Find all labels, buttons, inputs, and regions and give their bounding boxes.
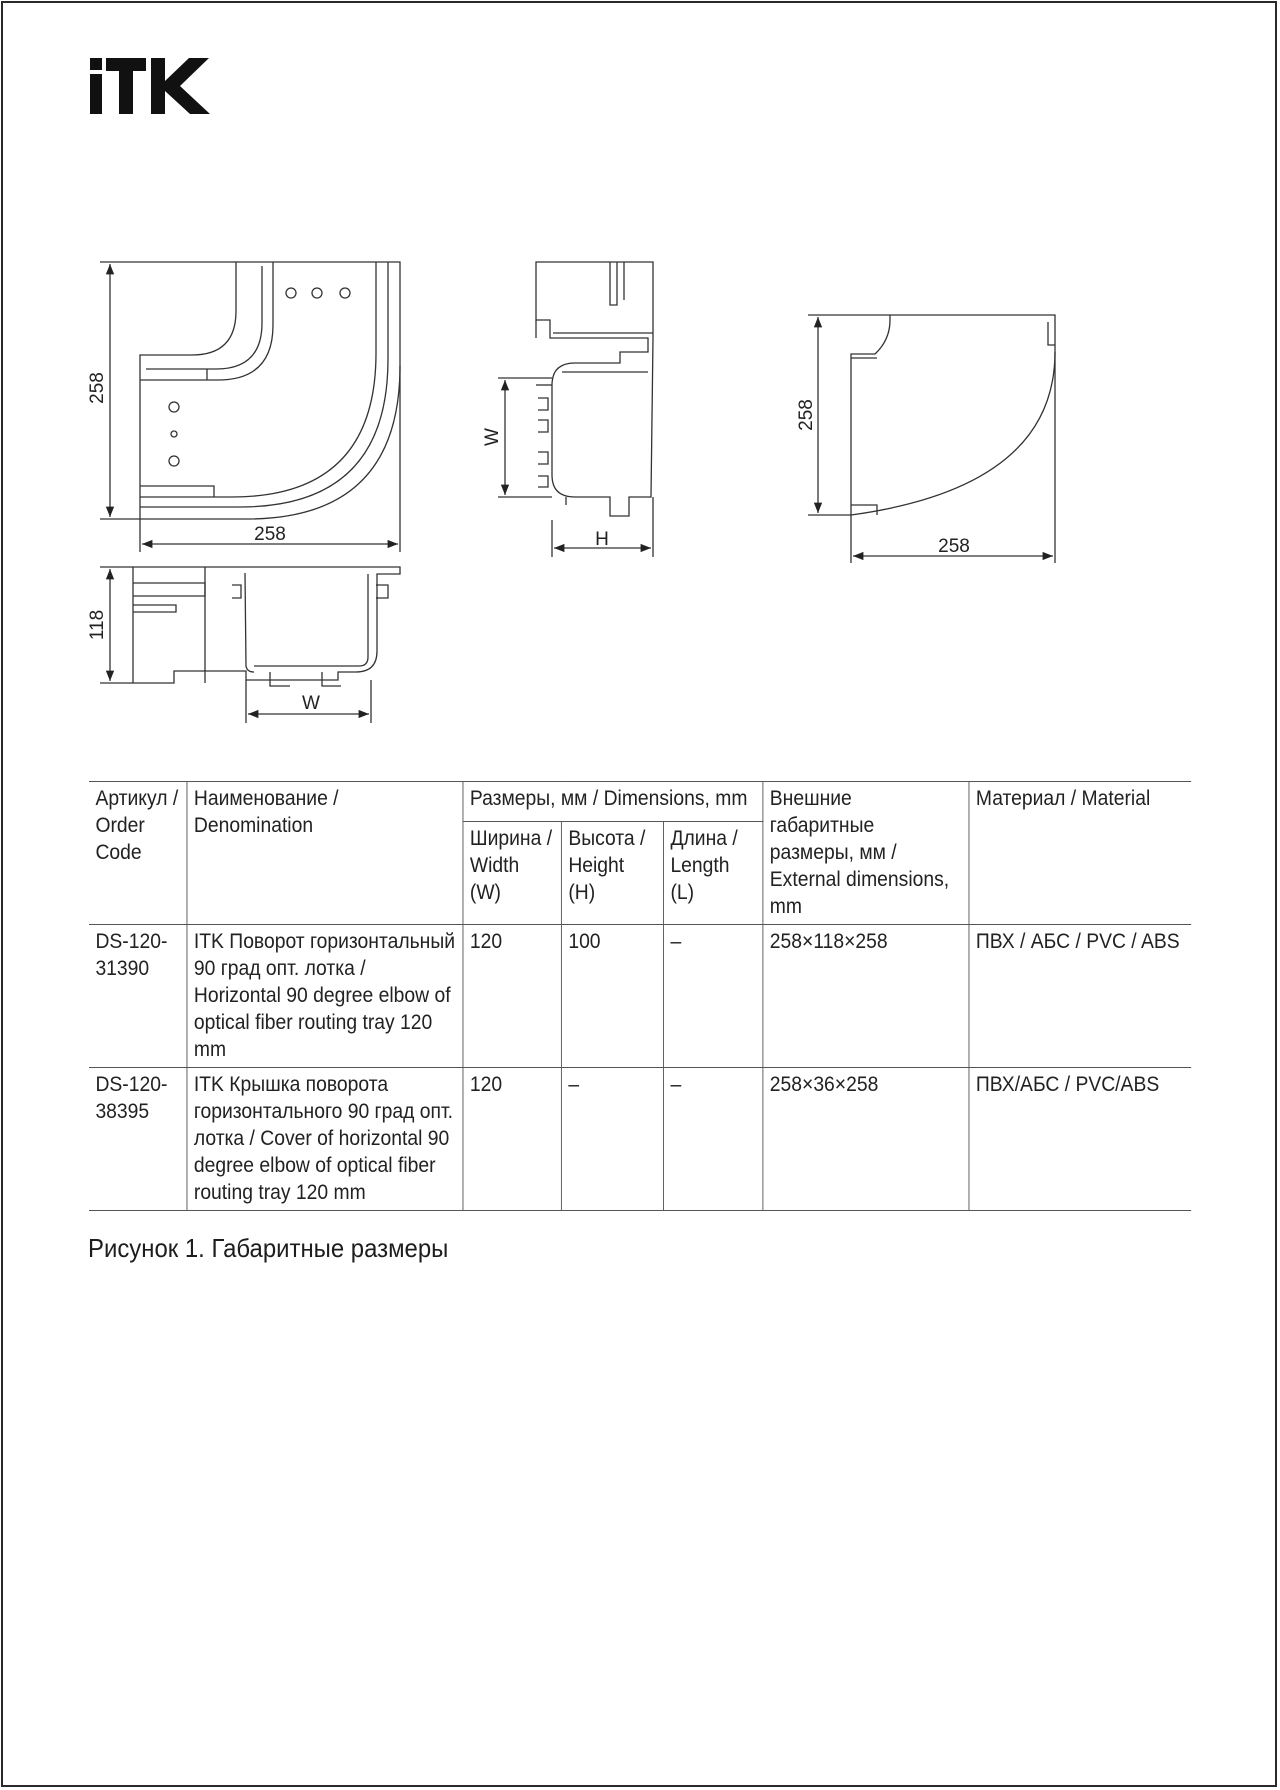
table-row — [89, 925, 1191, 1068]
cell-name: ITK Крышка поворота горизонтального 90 град опт. лотка / Cover of horizontal 90 degree elbow of optical fiber routing tray 120 mm — [187, 1068, 463, 1211]
col-header-external: Внешние габаритные размеры, мм / External dimensions, mm — [763, 782, 969, 925]
cell-width: 120 — [463, 1068, 561, 1211]
col-header-denomination: Наименование / Denomination — [187, 782, 463, 925]
spec-table — [89, 781, 1191, 1211]
dimension-drawings — [0, 0, 1280, 760]
section-width-label: W — [482, 428, 503, 446]
section-height-label: H — [595, 529, 609, 550]
cell-name: ITK Поворот горизонтальный 90 град опт. лотка / Horizontal 90 degree elbow of optical fiber routing tray 120 mm — [187, 925, 463, 1068]
side-view-drawing — [100, 567, 400, 723]
cell-height: – — [561, 1068, 663, 1211]
section-view-drawing — [498, 262, 653, 557]
cover-height-label: 258 — [796, 399, 817, 431]
top-view-drawing — [100, 262, 400, 552]
side-view-height-label: 118 — [87, 609, 108, 641]
table-row — [89, 1068, 1191, 1211]
cell-material: ПВХ / АБС / PVC / ABS — [969, 925, 1191, 1068]
col-header-material: Материал / Material — [969, 782, 1191, 925]
col-header-height: Высота / Height (H) — [561, 822, 663, 925]
cell-length: – — [664, 1068, 763, 1211]
side-view-width-label: W — [302, 693, 320, 714]
col-header-width: Ширина / Width (W) — [463, 822, 561, 925]
col-header-order-code: Артикул / Order Code — [89, 782, 187, 925]
cell-external: 258×118×258 — [763, 925, 969, 1068]
cover-width-label: 258 — [938, 536, 970, 557]
cell-code: DS-120-31390 — [89, 925, 187, 1068]
table-header-row — [89, 782, 1191, 822]
figure-caption: Рисунок 1. Габаритные размеры — [88, 1233, 449, 1263]
cover-view-drawing — [808, 315, 1055, 563]
cell-material: ПВХ/АБС / PVC/ABS — [969, 1068, 1191, 1211]
col-header-length: Длина / Length (L) — [664, 822, 763, 925]
cell-external: 258×36×258 — [763, 1068, 969, 1211]
cell-code: DS-120-38395 — [89, 1068, 187, 1211]
top-view-height-label: 258 — [87, 372, 108, 404]
cell-width: 120 — [463, 925, 561, 1068]
cell-length: – — [664, 925, 763, 1068]
cell-height: 100 — [561, 925, 663, 1068]
col-header-dimensions: Размеры, мм / Dimensions, mm — [463, 782, 763, 822]
top-view-width-label: 258 — [254, 524, 286, 545]
